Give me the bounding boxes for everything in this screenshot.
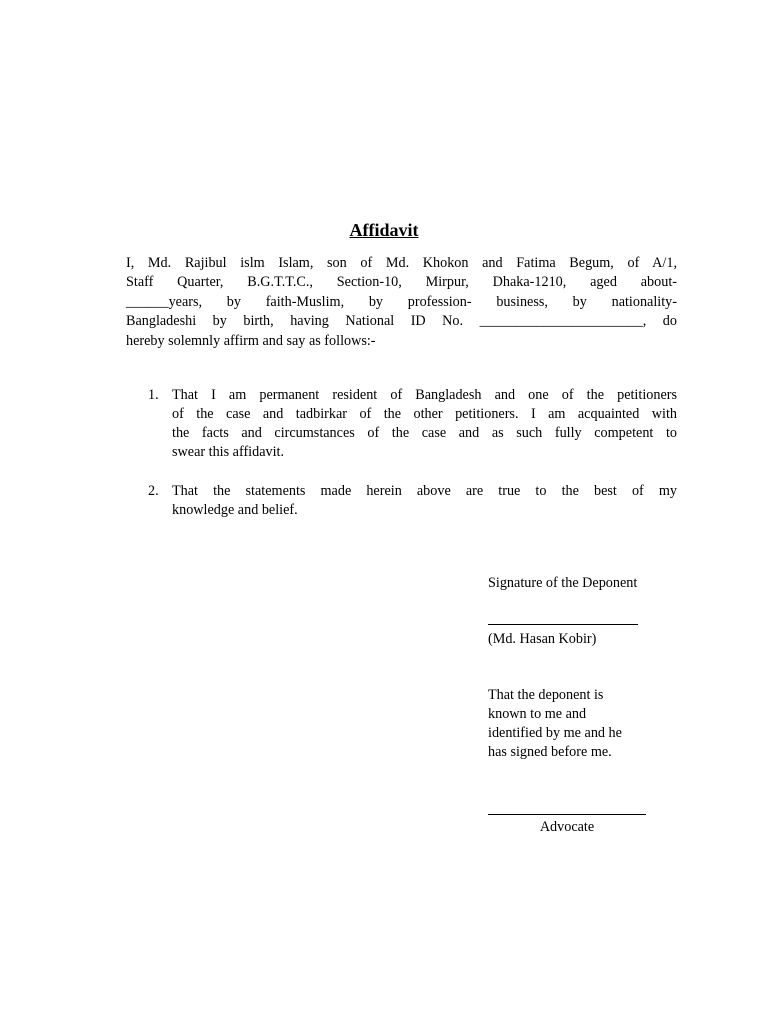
list-item-line: swear this affidavit.: [172, 444, 285, 460]
intro-paragraph: [126, 254, 677, 351]
identification-line: That the deponent is: [488, 687, 604, 703]
signature-label: Signature of the Deponent: [488, 575, 638, 591]
signature-line: [488, 624, 638, 625]
intro-line: Bangladeshi by birth, having National ID No. _______________________, do: [126, 313, 677, 330]
list-item-line: knowledge and belief.: [172, 502, 298, 518]
intro-line: Staff Quarter, B.G.T.T.C., Section-10, Mirpur, Dhaka-1210, aged about-: [126, 274, 677, 291]
intro-line: hereby solemnly affirm and say as follows:-: [126, 332, 376, 349]
list-item-line: That I am permanent resident of Bangladesh and one of the petitioners: [172, 387, 677, 403]
list-item-line: of the case and tadbirkar of the other petitioners. I am acquainted with: [172, 406, 677, 422]
advocate-label: Advocate: [539, 819, 595, 835]
list-item-line: That the statements made herein above are true to the best of my: [172, 483, 677, 499]
identification-line: known to me and: [488, 706, 587, 722]
list-item-line: the facts and circumstances of the case and as such fully competent to: [172, 425, 677, 441]
advocate-signature-line: [488, 814, 646, 815]
list-item-text: [172, 482, 677, 520]
identification-statement: [488, 686, 678, 762]
document-title: Affidavit: [349, 220, 419, 240]
intro-line: I, Md. Rajibul islm Islam, son of Md. Khokon and Fatima Begum, of A/1,: [126, 255, 677, 271]
identification-line: identified by me and he: [488, 725, 622, 741]
identification-line: has signed before me.: [488, 744, 612, 760]
list-item-number: 1.: [148, 387, 159, 403]
list-item-number: 2.: [148, 483, 159, 499]
deponent-name: (Md. Hasan Kobir): [488, 631, 597, 647]
list-item-text: [172, 386, 677, 462]
intro-line: ______years, by faith-Muslim, by profession- business, by nationality-: [126, 293, 677, 310]
